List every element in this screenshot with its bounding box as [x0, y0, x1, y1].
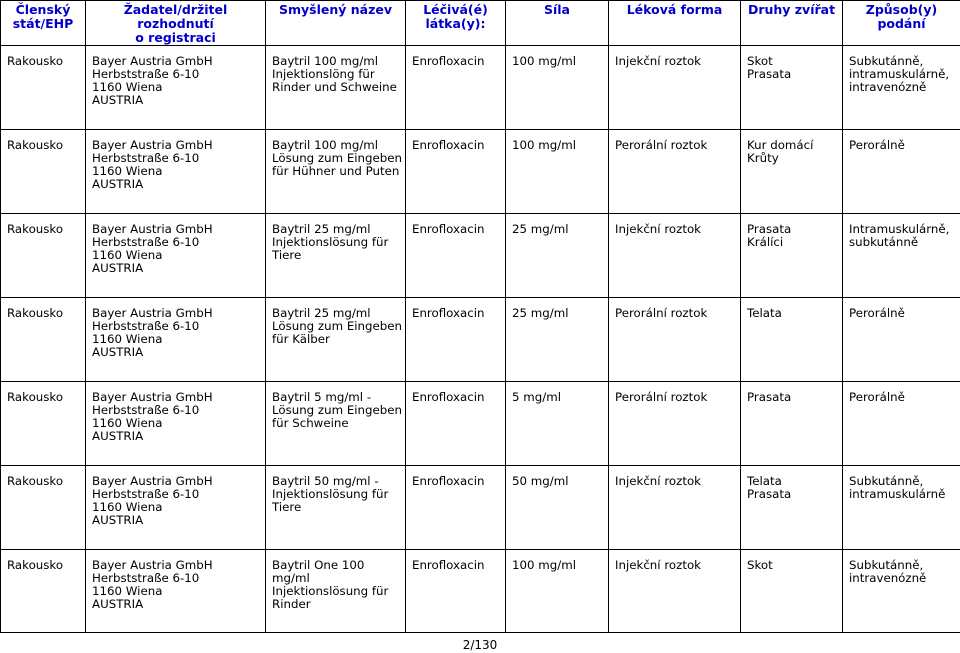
cell-route: Subkutánně, intramuskulárně — [843, 466, 960, 550]
table-row — [1, 130, 960, 214]
table-row — [1, 550, 960, 633]
table-row — [1, 298, 960, 382]
cell-species: Kur domácí Krůty — [741, 130, 843, 214]
cell-route: Subkutánně, intravenózně — [843, 550, 960, 633]
cell-form: Injekční roztok — [609, 550, 741, 633]
cell-strength: 5 mg/ml — [506, 382, 609, 466]
cell-route: Intramuskulárně, subkutánně — [843, 214, 960, 298]
cell-holder: Bayer Austria GmbH Herbststraße 6-10 1160 Wiena AUSTRIA — [86, 550, 266, 633]
cell-country: Rakousko — [1, 46, 86, 130]
cell-country: Rakousko — [1, 298, 86, 382]
cell-country: Rakousko — [1, 466, 86, 550]
cell-form: Perorální roztok — [609, 298, 741, 382]
cell-substance: Enrofloxacin — [406, 550, 506, 633]
table-row — [1, 46, 960, 130]
header-member-state: Členský stát/EHP — [1, 1, 86, 46]
cell-form: Perorální roztok — [609, 382, 741, 466]
cell-product: Baytril 100 mg/ml Injektionslöng für Rinder und Schweine — [266, 46, 406, 130]
cell-strength: 100 mg/ml — [506, 130, 609, 214]
cell-species: Telata — [741, 298, 843, 382]
cell-substance: Enrofloxacin — [406, 466, 506, 550]
cell-substance: Enrofloxacin — [406, 382, 506, 466]
cell-holder: Bayer Austria GmbH Herbststraße 6-10 1160 Wiena AUSTRIA — [86, 214, 266, 298]
page-number: 2/130 — [462, 638, 498, 652]
cell-product: Baytril 25 mg/ml Lösung zum Eingeben für Kälber — [266, 298, 406, 382]
cell-substance: Enrofloxacin — [406, 214, 506, 298]
cell-holder: Bayer Austria GmbH Herbststraße 6-10 1160 Wiena AUSTRIA — [86, 46, 266, 130]
cell-product: Baytril 5 mg/ml - Lösung zum Eingeben für Schweine — [266, 382, 406, 466]
cell-strength: 25 mg/ml — [506, 298, 609, 382]
cell-country: Rakousko — [1, 550, 86, 633]
cell-strength: 25 mg/ml — [506, 214, 609, 298]
cell-species: Prasata Králíci — [741, 214, 843, 298]
table-row — [1, 382, 960, 466]
cell-product: Baytril 50 mg/ml - Injektionslösung für Tiere — [266, 466, 406, 550]
cell-substance: Enrofloxacin — [406, 298, 506, 382]
table-row — [1, 466, 960, 550]
header-strength: Síla — [506, 1, 609, 46]
header-applicant: Žadatel/držitel rozhodnutí o registraci — [86, 1, 266, 46]
cell-route: Perorálně — [843, 130, 960, 214]
cell-holder: Bayer Austria GmbH Herbststraße 6-10 1160 Wiena AUSTRIA — [86, 298, 266, 382]
cell-form: Injekční roztok — [609, 46, 741, 130]
cell-product: Baytril 25 mg/ml Injektionslösung für Tiere — [266, 214, 406, 298]
cell-holder: Bayer Austria GmbH Herbststraße 6-10 1160 Wiena AUSTRIA — [86, 130, 266, 214]
cell-strength: 100 mg/ml — [506, 550, 609, 633]
cell-form: Injekční roztok — [609, 466, 741, 550]
cell-route: Subkutánně, intramuskulárně, intravenózně — [843, 46, 960, 130]
cell-species: Telata Prasata — [741, 466, 843, 550]
table-header-row — [1, 1, 960, 46]
cell-species: Skot Prasata — [741, 46, 843, 130]
cell-route: Perorálně — [843, 382, 960, 466]
cell-strength: 50 mg/ml — [506, 466, 609, 550]
cell-form: Perorální roztok — [609, 130, 741, 214]
cell-species: Skot — [741, 550, 843, 633]
cell-strength: 100 mg/ml — [506, 46, 609, 130]
header-route: Způsob(y) podání — [843, 1, 960, 46]
header-invented-name: Smyšlený název — [266, 1, 406, 46]
header-animal-species: Druhy zvířat — [741, 1, 843, 46]
cell-form: Injekční roztok — [609, 214, 741, 298]
cell-substance: Enrofloxacin — [406, 46, 506, 130]
cell-route: Perorálně — [843, 298, 960, 382]
cell-substance: Enrofloxacin — [406, 130, 506, 214]
cell-product: Baytril One 100 mg/ml Injektionslösung für Rinder — [266, 550, 406, 633]
cell-species: Prasata — [741, 382, 843, 466]
cell-holder: Bayer Austria GmbH Herbststraße 6-10 1160 Wiena AUSTRIA — [86, 466, 266, 550]
cell-holder: Bayer Austria GmbH Herbststraße 6-10 1160 Wiena AUSTRIA — [86, 382, 266, 466]
cell-product: Baytril 100 mg/ml Lösung zum Eingeben für Hühner und Puten — [266, 130, 406, 214]
cell-country: Rakousko — [1, 382, 86, 466]
cell-country: Rakousko — [1, 130, 86, 214]
header-active-substance: Léčivá(é) látka(y): — [406, 1, 506, 46]
header-pharmaceutical-form: Léková forma — [609, 1, 741, 46]
cell-country: Rakousko — [1, 214, 86, 298]
table-row — [1, 214, 960, 298]
